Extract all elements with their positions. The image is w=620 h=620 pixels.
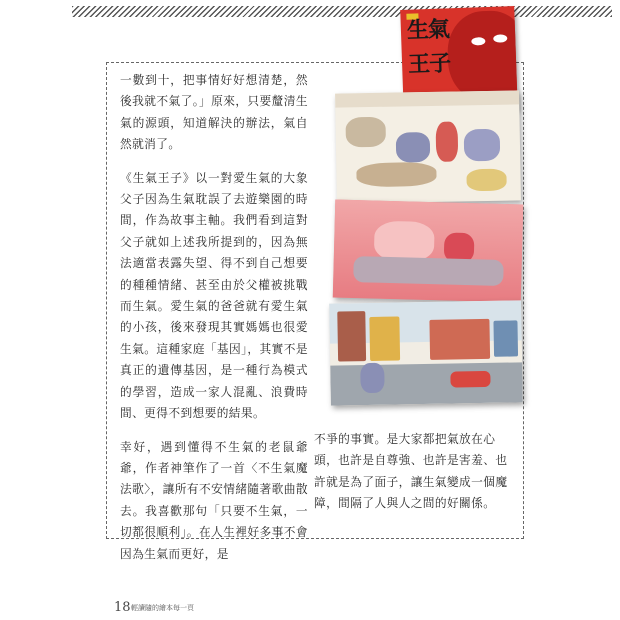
angry-elephant-illustration <box>446 10 517 103</box>
book-spread-image-1 <box>335 90 521 203</box>
article-right-column <box>314 429 512 515</box>
book-spread-image-2 <box>333 200 524 303</box>
cover-title-line2: 王子 <box>407 51 451 78</box>
book-spread-image-3 <box>329 300 523 405</box>
paragraph-1: 一數到十，把事情好好想清楚，然後我就不氣了。」原來，只要釐清生氣的源頭，知道解決的辦法，氣自然就消了。 <box>120 73 308 152</box>
paragraph-2: 《生氣王子》以一對愛生氣的大象父子因為生氣耽誤了去遊樂園的時間，作為故事主軸。我們看到這對父子就如上述我所提到的，因為無法適當表露失望、得不到自己想要的種種情緒、甚至由於父權被挑戰而生氣。愛生氣的爸爸就有愛生氣的小孩，後來發現其實媽媽也很愛生氣。這種家庭「基因」，其實不是真正的遺傳基因，是一種行為模式的學習，造成一家人混亂、浪費時間、更得不到想要的結果。 <box>120 170 308 421</box>
cover-title-line1: 生氣 <box>406 17 450 44</box>
header-hatch-band <box>72 6 612 17</box>
paragraph-3: 幸好，遇到懂得不生氣的老鼠爺爺，作者神筆作了一首〈不生氣魔法歌〉，讓所有不安情緒隨著歌曲散去。我喜歡那句「只要不生氣，一切都很順利」。在人生裡好多事不會因為生氣而更好，是 <box>120 439 308 561</box>
article-left-column <box>120 70 308 577</box>
running-title: 輕讀隨的繪本每一頁 <box>131 604 194 612</box>
page-number: 18 <box>114 600 131 615</box>
paragraph-continued: 不爭的事實。是大家都把氣放在心頭，也許是自尊強、也許是害羞、也許就是為了面子，讓生氣變成一個魔障，間隔了人與人之間的好關係。 <box>314 432 508 511</box>
